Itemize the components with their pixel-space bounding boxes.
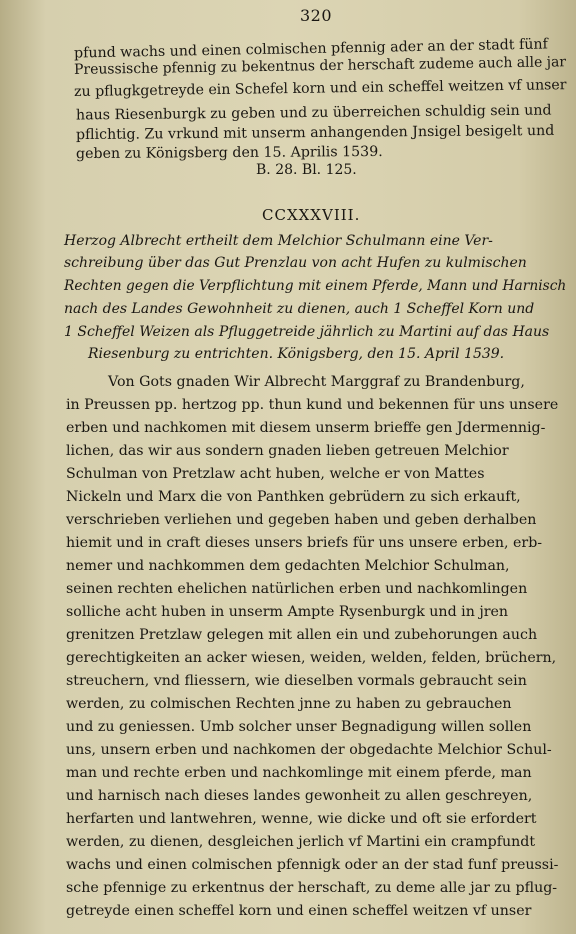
body-line: und zu geniessen. Umb solcher unser Begnadigung willen sollen: [66, 719, 532, 735]
body-line: Nickeln und Marx die von Panthken gebrüdern zu sich erkauft,: [66, 489, 521, 505]
body-line: lichen, das wir aus sondern gnaden lieben getreuen Melchior: [66, 443, 509, 459]
body-line: verschrieben verliehen und gegeben haben und geben derhalben: [66, 512, 537, 528]
archive-reference: B. 28. Bl. 125.: [256, 162, 357, 178]
body-line: gerechtigkeiten an acker wiesen, weiden, welden, felden, brüchern,: [66, 650, 557, 666]
body-line: nemer und nachkommen dem gedachten Melchior Schulman,: [66, 558, 510, 574]
body-line: werden, zu dienen, desgleichen jerlich vf Martini ein crampfundt: [66, 834, 536, 850]
summary-line: Herzog Albrecht ertheilt dem Melchior Schulmann eine Ver-: [64, 233, 493, 249]
summary-line: 1 Scheffel Weizen als Pfluggetreide jährlich zu Martini auf das Haus: [64, 324, 550, 340]
text-line: geben zu Königsberg den 15. Aprilis 1539.: [75, 143, 383, 163]
body-line: man und rechte erben und nachkomlinge mit einem pferde, man: [66, 765, 532, 781]
body-line: herfarten und lantwehren, wenne, wie dicke und oft sie erfordert: [66, 811, 537, 827]
body-line: werden, zu colmischen Rechten jnne zu haben zu gebrauchen: [66, 696, 512, 712]
summary-line: Riesenburg zu entrichten. Königsberg, den 15. April 1539.: [88, 346, 505, 362]
summary-line: Rechten gegen die Verpflichtung mit einem Pferde, Mann und Harnisch: [64, 278, 567, 294]
body-line: erben und nachkomen mit diesem unserm brieffe gen Jdermennig-: [66, 420, 546, 436]
body-line: hiemit und in craft dieses unsers briefs für uns unsere erben, erb-: [66, 535, 543, 551]
text-line: zu pflugkgetreyde ein Schefel korn und ein scheffel weitzen vf unser: [73, 77, 567, 100]
page-number: 320: [300, 6, 333, 25]
body-line: grenitzen Pretzlaw gelegen mit allen ein und zubehorungen auch: [66, 627, 538, 643]
body-line: in Preussen pp. hertzog pp. thun kund und bekennen für uns unsere: [66, 397, 559, 413]
body-line: seinen rechten ehelichen natürlichen erben und nachkomlingen: [66, 581, 528, 597]
document-number-heading: CCXXXVIII.: [262, 206, 361, 224]
body-line: und harnisch nach dieses landes gewonheit zu allen geschreyen,: [66, 788, 533, 804]
text-line: pflichtig. Zu vrkund mit unserm anhangenden Jnsigel besigelt und: [75, 122, 555, 144]
text-line: Preussische pfennig zu bekentnus der herschaft zudeme auch alle jar: [73, 54, 567, 78]
summary-line: nach des Landes Gewohnheit zu dienen, auch 1 Scheffel Korn und: [64, 301, 535, 317]
text-line: haus Riesenburgk zu geben und zu überreichen schuldig sein und: [75, 102, 552, 124]
body-line: Von Gots gnaden Wir Albrecht Marggraf zu Brandenburg,: [108, 374, 525, 390]
body-line: streuchern, vnd fliessern, wie dieselben vormals gebraucht sein: [66, 673, 527, 689]
body-line: getreyde einen scheffel korn und einen scheffel weitzen vf unser: [66, 903, 532, 919]
body-line: uns, unsern erben und nachkomen der obgedachte Melchior Schul-: [66, 742, 552, 758]
text-line: pfund wachs und einen colmischen pfennig ader an der stadt fünf: [73, 36, 548, 62]
body-line: Schulman von Pretzlaw acht huben, welche er von Mattes: [66, 466, 485, 482]
body-line: solliche acht huben in unserm Ampte Rysenburgk und in jren: [66, 604, 509, 620]
body-line: sche pfennige zu erkentnus der herschaft, zu deme alle jar zu pflug-: [66, 880, 558, 896]
summary-line: schreibung über das Gut Prenzlau von acht Hufen zu kulmischen: [64, 255, 527, 271]
body-line: wachs und einen colmischen pfennigk oder an der stad funf preussi-: [66, 857, 559, 873]
